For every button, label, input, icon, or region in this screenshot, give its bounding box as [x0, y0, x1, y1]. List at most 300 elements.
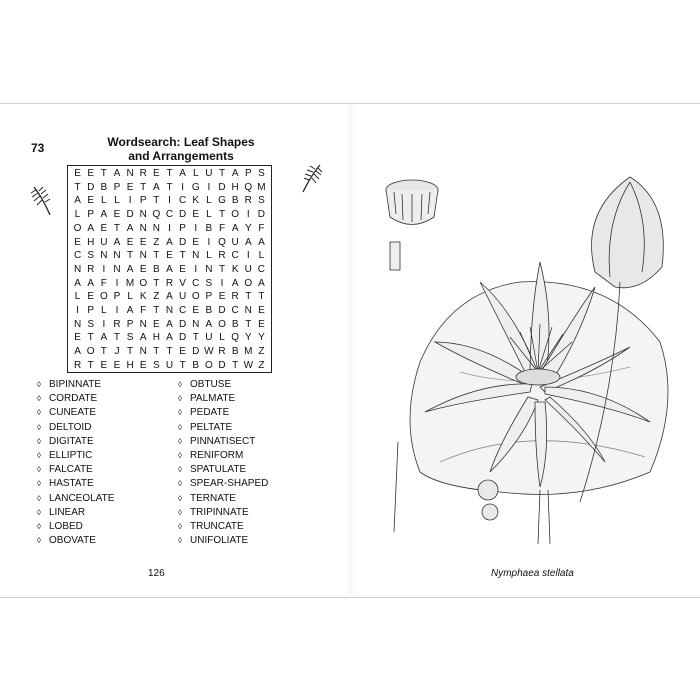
grid-letter[interactable]: N — [139, 346, 147, 358]
grid-letter[interactable]: A — [205, 318, 213, 330]
word-label: BIPINNATE — [49, 379, 102, 390]
grid-letter[interactable]: T — [113, 222, 121, 234]
diamond-bullet-icon: ◊ — [37, 436, 41, 446]
grid-letter[interactable]: T — [100, 346, 107, 358]
grid-letter[interactable]: A — [244, 236, 252, 248]
grid-letter[interactable]: L — [127, 291, 133, 303]
grid-letter[interactable]: A — [166, 291, 173, 303]
grid-letter[interactable]: Y — [244, 332, 252, 344]
word-label: RENIFORM — [190, 450, 244, 462]
grid-letter[interactable]: C — [73, 250, 82, 262]
grid-letter[interactable]: M — [125, 277, 135, 289]
diamond-bullet-icon: ◊ — [37, 408, 41, 418]
word-list-item — [178, 435, 268, 449]
grid-letter[interactable]: S — [258, 195, 265, 207]
grid-letter[interactable]: I — [102, 263, 106, 275]
grid-letter[interactable]: E — [100, 222, 108, 234]
grid-letter[interactable]: O — [191, 291, 200, 303]
grid-letter[interactable]: S — [87, 250, 95, 262]
grid-letter[interactable]: E — [74, 332, 81, 344]
grid-letter[interactable]: P — [87, 209, 95, 221]
diamond-bullet-icon: ◊ — [178, 479, 182, 489]
grid-letter[interactable]: T — [87, 332, 94, 344]
grid-letter[interactable]: T — [87, 359, 94, 371]
grid-letter[interactable]: O — [231, 209, 240, 221]
word-label: CUNEATE — [49, 407, 97, 419]
grid-letter[interactable]: W — [204, 346, 214, 358]
grid-letter[interactable]: R — [231, 291, 239, 303]
grid-letter[interactable]: O — [218, 318, 226, 330]
word-list-item — [37, 463, 114, 477]
word-label: SPEAR-SHAPED — [190, 478, 269, 490]
grid-letter[interactable]: D — [179, 318, 187, 330]
grid-letter[interactable]: C — [179, 305, 187, 317]
grid-letter[interactable]: A — [166, 236, 173, 248]
grid-letter[interactable]: K — [192, 195, 200, 207]
grid-letter[interactable]: A — [126, 305, 134, 317]
grid-letter[interactable]: Q — [218, 236, 226, 248]
grid-letter[interactable]: R — [218, 250, 226, 262]
diamond-bullet-icon: ◊ — [37, 522, 41, 532]
grid-letter[interactable]: L — [206, 209, 212, 221]
grid-letter[interactable]: C — [257, 263, 266, 275]
grid-letter[interactable]: A — [231, 277, 239, 289]
grid-letter[interactable]: E — [153, 168, 160, 179]
water-lily-illustration — [380, 172, 680, 544]
word-list-item — [178, 506, 268, 520]
grid-letter[interactable]: B — [100, 181, 108, 193]
grid-letter[interactable]: B — [192, 359, 200, 371]
grid-letter[interactable]: Y — [244, 222, 252, 234]
grid-letter[interactable]: T — [179, 250, 186, 262]
grid-letter[interactable]: I — [115, 305, 119, 317]
grid-letter[interactable]: T — [166, 346, 173, 358]
grid-letter[interactable]: Z — [258, 346, 265, 358]
grid-letter[interactable]: E — [74, 236, 81, 248]
grid-letter[interactable]: C — [192, 277, 200, 289]
grid-letter[interactable]: D — [126, 209, 134, 221]
grid-letter[interactable]: L — [206, 250, 212, 262]
grid-letter[interactable]: D — [192, 346, 200, 358]
diamond-bullet-icon: ◊ — [178, 536, 182, 546]
grid-letter[interactable]: A — [166, 263, 173, 275]
grid-letter[interactable]: E — [74, 168, 81, 179]
grid-letter[interactable]: A — [139, 332, 147, 344]
feather-icon — [30, 183, 54, 217]
grid-letter[interactable]: B — [231, 318, 239, 330]
grid-letter[interactable]: A — [126, 222, 134, 234]
diamond-bullet-icon: ◊ — [178, 465, 182, 475]
grid-letter[interactable]: A — [113, 168, 121, 179]
grid-letter[interactable]: H — [231, 181, 239, 193]
word-list-item — [37, 421, 114, 435]
grid-letter[interactable]: T — [218, 168, 226, 179]
word-label: TRUNCATE — [190, 521, 244, 533]
grid-letter[interactable]: N — [139, 222, 147, 234]
word-list-item — [37, 392, 114, 406]
word-label: OBTUSE — [190, 379, 232, 390]
grid-letter[interactable]: E — [139, 263, 147, 275]
word-label: LANCEOLATE — [49, 492, 115, 504]
illustration-caption: Nymphaea stellata — [491, 568, 574, 579]
word-label: TRIPINNATE — [190, 506, 249, 518]
grid-letter[interactable]: Y — [258, 332, 265, 344]
grid-letter[interactable]: L — [114, 195, 120, 207]
grid-letter[interactable]: K — [231, 263, 239, 275]
grid-letter[interactable]: F — [218, 222, 226, 234]
grid-letter[interactable]: N — [152, 222, 160, 234]
grid-letter[interactable]: L — [101, 305, 107, 317]
word-label: FALCATE — [49, 464, 93, 476]
grid-letter[interactable]: P — [205, 291, 213, 303]
grid-letter[interactable]: I — [115, 277, 119, 289]
grid-letter[interactable]: T — [153, 346, 160, 358]
word-list-item — [37, 492, 114, 506]
grid-letter[interactable]: U — [165, 359, 174, 371]
puzzle-title-line-1: Wordsearch: Leaf Shapes — [107, 135, 255, 149]
diamond-bullet-icon: ◊ — [37, 536, 41, 546]
grid-letter[interactable]: I — [128, 195, 132, 207]
grid-letter[interactable]: C — [231, 305, 239, 317]
grid-letter[interactable]: B — [231, 195, 239, 207]
grid-letter[interactable]: A — [87, 222, 95, 234]
grid-letter[interactable]: T — [218, 263, 226, 275]
grid-letter[interactable]: E — [192, 209, 200, 221]
diamond-bullet-icon: ◊ — [37, 507, 41, 517]
grid-letter[interactable]: R — [244, 195, 252, 207]
grid-letter[interactable]: A — [100, 209, 108, 221]
grid-letter[interactable]: R — [139, 168, 147, 179]
grid-letter[interactable]: T — [245, 291, 252, 303]
diamond-bullet-icon: ◊ — [178, 380, 182, 389]
word-list-item — [178, 378, 268, 392]
grid-letter[interactable]: D — [218, 359, 226, 371]
book-gutter — [346, 104, 356, 595]
grid-letter[interactable]: A — [179, 168, 186, 179]
grid-letter[interactable]: H — [152, 332, 160, 344]
grid-letter[interactable]: E — [166, 250, 173, 262]
grid-letter[interactable]: F — [100, 277, 107, 289]
grid-letter[interactable]: H — [87, 236, 95, 248]
grid-letter[interactable]: U — [205, 168, 213, 179]
grid-letter[interactable]: U — [205, 332, 213, 344]
grid-letter[interactable]: N — [100, 250, 108, 262]
grid-letter[interactable]: B — [231, 346, 239, 358]
grid-letter[interactable]: A — [231, 222, 239, 234]
diamond-bullet-icon: ◊ — [37, 493, 41, 503]
grid-letter[interactable]: L — [74, 209, 81, 221]
grid-letter[interactable]: U — [100, 236, 108, 248]
grid-letter[interactable]: D — [87, 181, 95, 193]
grid-letter[interactable]: A — [126, 263, 134, 275]
grid-letter[interactable]: E — [126, 181, 134, 193]
grid-letter[interactable]: K — [139, 291, 147, 303]
grid-letter[interactable]: O — [205, 359, 213, 371]
grid-letter[interactable]: U — [179, 291, 187, 303]
grid-letter[interactable]: E — [139, 359, 147, 371]
grid-letter[interactable]: E — [258, 305, 265, 317]
diamond-bullet-icon: ◊ — [37, 380, 41, 389]
word-label: OBOVATE — [49, 535, 96, 547]
word-list-item — [37, 477, 114, 491]
grid-letter[interactable]: R — [73, 359, 82, 371]
grid-letter[interactable]: O — [139, 277, 148, 289]
grid-letter[interactable]: S — [126, 332, 134, 344]
grid-letter[interactable]: A — [74, 195, 81, 207]
word-list-item — [178, 520, 268, 534]
word-list-item — [178, 534, 268, 548]
diamond-bullet-icon: ◊ — [178, 451, 182, 461]
grid-letter[interactable]: N — [126, 168, 134, 179]
grid-letter[interactable]: D — [179, 332, 187, 344]
grid-letter[interactable]: I — [194, 263, 198, 275]
grid-letter[interactable]: I — [168, 195, 171, 207]
grid-letter[interactable]: O — [73, 222, 82, 234]
grid-letter[interactable]: A — [258, 277, 265, 289]
word-list-item — [178, 392, 268, 406]
grid-letter[interactable]: E — [218, 291, 226, 303]
grid-letter[interactable]: A — [166, 318, 173, 330]
grid-letter[interactable]: B — [153, 263, 160, 275]
grid-letter[interactable]: R — [165, 277, 174, 289]
grid-letter[interactable]: C — [179, 195, 187, 207]
grid-letter[interactable]: A — [231, 168, 239, 179]
grid-letter[interactable]: N — [192, 318, 200, 330]
grid-letter[interactable]: T — [74, 181, 81, 193]
grid-letter[interactable]: A — [87, 277, 95, 289]
grid-letter[interactable]: L — [192, 168, 199, 179]
grid-letter[interactable]: T — [166, 181, 173, 193]
feather-icon — [298, 162, 324, 194]
word-list-item — [37, 435, 114, 449]
grid-letter[interactable]: E — [87, 291, 95, 303]
grid-letter[interactable]: A — [74, 277, 81, 289]
grid-letter[interactable]: E — [113, 209, 121, 221]
grid-letter[interactable]: T — [192, 332, 199, 344]
grid-letter[interactable]: N — [139, 250, 147, 262]
grid-letter[interactable]: N — [244, 305, 252, 317]
grid-letter[interactable]: P — [113, 181, 121, 193]
diamond-bullet-icon: ◊ — [178, 507, 182, 517]
puzzle-number: 73 — [31, 141, 45, 155]
grid-letter[interactable]: T — [153, 305, 160, 317]
grid-letter[interactable]: R — [113, 318, 121, 330]
wordsearch-grid[interactable] — [67, 165, 272, 373]
grid-letter[interactable]: D — [179, 209, 187, 221]
grid-letter[interactable]: B — [205, 305, 213, 317]
grid-letter[interactable]: T — [153, 195, 160, 207]
grid-letter[interactable]: T — [127, 346, 134, 358]
grid-letter[interactable]: A — [258, 236, 265, 248]
word-label: PEDATE — [190, 407, 230, 419]
grid-letter[interactable]: P — [244, 168, 252, 179]
grid-letter[interactable]: F — [140, 305, 147, 317]
word-label: TERNATE — [190, 492, 236, 504]
word-label: UNIFOLIATE — [190, 535, 249, 547]
word-label: PALMATE — [190, 393, 236, 405]
grid-letter[interactable]: N — [192, 250, 200, 262]
grid-letter[interactable]: T — [232, 359, 239, 371]
word-label: PINNATISECT — [190, 435, 256, 447]
word-list-item — [178, 449, 268, 463]
word-list-item — [37, 406, 114, 420]
puzzle-title-line-2: and Arrangements — [128, 149, 234, 163]
word-label: HASTATE — [49, 478, 94, 490]
grid-letter[interactable]: I — [207, 236, 211, 248]
grid-letter[interactable]: I — [246, 250, 250, 262]
grid-letter[interactable]: N — [73, 318, 82, 330]
grid-letter[interactable]: I — [207, 181, 211, 193]
grid-letter[interactable]: P — [126, 318, 134, 330]
grid-letter[interactable]: Q — [152, 209, 161, 221]
grid-letter[interactable]: U — [231, 236, 239, 248]
grid-letter[interactable]: E — [87, 195, 95, 207]
word-list-item — [37, 449, 114, 463]
diamond-bullet-icon: ◊ — [37, 465, 41, 475]
grid-letter[interactable]: E — [87, 168, 95, 179]
grid-letter[interactable]: D — [257, 209, 266, 221]
grid-letter[interactable]: O — [244, 277, 253, 289]
grid-letter[interactable]: C — [231, 250, 239, 262]
grid-letter[interactable]: N — [139, 209, 147, 221]
grid-letter[interactable]: L — [206, 195, 212, 207]
word-list-item — [37, 534, 114, 548]
grid-letter[interactable]: A — [74, 346, 81, 358]
grid-letter[interactable]: S — [153, 359, 160, 371]
grid-letter[interactable]: T — [100, 168, 107, 179]
grid-letter[interactable]: N — [113, 250, 121, 262]
word-label: SPATULATE — [190, 464, 247, 476]
word-list-right — [178, 378, 268, 548]
word-list-item — [178, 463, 268, 477]
grid-letter[interactable]: E — [179, 263, 186, 275]
grid-letter[interactable]: T — [140, 181, 147, 193]
grid-letter[interactable]: F — [258, 222, 265, 234]
word-label: PELTATE — [190, 421, 233, 433]
grid-letter[interactable]: P — [179, 222, 186, 234]
grid-letter[interactable]: E — [153, 318, 160, 330]
grid-letter[interactable]: V — [179, 277, 186, 289]
diamond-bullet-icon: ◊ — [37, 479, 41, 489]
grid-letter[interactable]: I — [194, 222, 198, 234]
diamond-bullet-icon: ◊ — [178, 394, 182, 404]
grid-letter[interactable]: S — [205, 277, 213, 289]
word-list-item — [178, 421, 268, 435]
grid-letter[interactable]: Q — [244, 181, 253, 193]
grid-letter[interactable]: L — [101, 195, 107, 207]
grid-letter[interactable]: E — [192, 305, 200, 317]
grid-letter[interactable]: T — [166, 168, 173, 179]
grid-letter[interactable]: Z — [153, 236, 160, 248]
word-list-item — [37, 506, 114, 520]
grid-letter[interactable]: P — [87, 305, 95, 317]
grid-letter[interactable]: I — [168, 222, 171, 234]
grid-letter[interactable]: A — [153, 181, 160, 193]
grid-letter[interactable]: O — [86, 346, 95, 358]
grid-letter[interactable]: J — [114, 346, 120, 358]
grid-letter[interactable]: T — [153, 277, 160, 289]
diamond-bullet-icon: ◊ — [178, 408, 182, 418]
grid-letter[interactable]: A — [100, 332, 108, 344]
grid-letter[interactable]: C — [165, 209, 174, 221]
grid-letter[interactable]: I — [246, 209, 250, 221]
grid-letter[interactable]: N — [165, 305, 174, 317]
word-list-item — [178, 477, 268, 491]
grid-letter[interactable]: N — [205, 263, 213, 275]
grid-letter[interactable]: I — [102, 318, 106, 330]
grid-letter[interactable]: T — [218, 209, 226, 221]
grid-letter[interactable]: E — [126, 236, 134, 248]
grid-letter[interactable]: T — [179, 359, 186, 371]
grid-letter[interactable]: N — [139, 318, 147, 330]
puzzle-title — [96, 135, 266, 163]
grid-letter[interactable]: T — [153, 250, 160, 262]
grid-letter[interactable]: I — [76, 305, 79, 317]
grid-letter[interactable]: A — [113, 236, 121, 248]
page-number: 126 — [148, 568, 165, 579]
grid-letter[interactable]: S — [258, 168, 265, 179]
grid-letter[interactable]: A — [166, 332, 173, 344]
grid-letter[interactable]: E — [192, 236, 200, 248]
grid-letter[interactable]: N — [73, 263, 82, 275]
grid-letter[interactable]: Z — [258, 359, 265, 371]
grid-letter[interactable]: B — [205, 222, 213, 234]
grid-letter[interactable]: Q — [231, 332, 240, 344]
grid-letter[interactable]: E — [100, 359, 108, 371]
grid-letter[interactable]: L — [219, 332, 225, 344]
grid-letter[interactable]: G — [191, 181, 200, 193]
grid-letter[interactable]: E — [139, 236, 147, 248]
grid-letter[interactable]: M — [244, 346, 253, 358]
grid-letter[interactable]: Z — [153, 291, 160, 303]
grid-letter[interactable]: D — [218, 181, 226, 193]
grid-letter[interactable]: R — [218, 346, 226, 358]
diamond-bullet-icon: ◊ — [37, 422, 41, 432]
grid-letter[interactable]: S — [87, 318, 95, 330]
grid-letter[interactable]: W — [243, 359, 254, 371]
grid-letter[interactable]: D — [218, 305, 226, 317]
grid-letter[interactable]: D — [179, 236, 187, 248]
grid-letter[interactable]: T — [127, 250, 134, 262]
grid-letter[interactable]: I — [181, 181, 185, 193]
word-label: ELLIPTIC — [49, 450, 93, 462]
grid-letter[interactable]: N — [113, 263, 121, 275]
word-list-left — [37, 378, 114, 548]
grid-letter[interactable]: T — [245, 318, 252, 330]
grid-letter[interactable]: T — [113, 332, 121, 344]
word-list-item — [37, 378, 114, 392]
grid-letter[interactable]: T — [258, 291, 265, 303]
diamond-bullet-icon: ◊ — [178, 493, 182, 503]
grid-letter[interactable]: E — [258, 318, 265, 330]
grid-letter[interactable]: E — [113, 359, 121, 371]
grid-letter[interactable]: M — [257, 181, 266, 193]
grid-letter[interactable]: P — [113, 291, 121, 303]
grid-letter[interactable]: G — [218, 195, 226, 207]
grid-letter[interactable]: E — [179, 346, 186, 358]
grid-letter[interactable]: O — [99, 291, 108, 303]
grid-letter[interactable]: L — [258, 250, 265, 262]
word-list-item — [178, 492, 268, 506]
grid-letter[interactable]: L — [74, 291, 81, 303]
grid-letter[interactable]: R — [87, 263, 95, 275]
word-label: DIGITATE — [49, 435, 94, 447]
grid-letter[interactable]: H — [126, 359, 134, 371]
grid-letter[interactable]: U — [244, 263, 252, 275]
grid-letter[interactable]: P — [139, 195, 147, 207]
word-label: DELTOID — [49, 421, 92, 433]
grid-letter[interactable]: I — [220, 277, 224, 289]
